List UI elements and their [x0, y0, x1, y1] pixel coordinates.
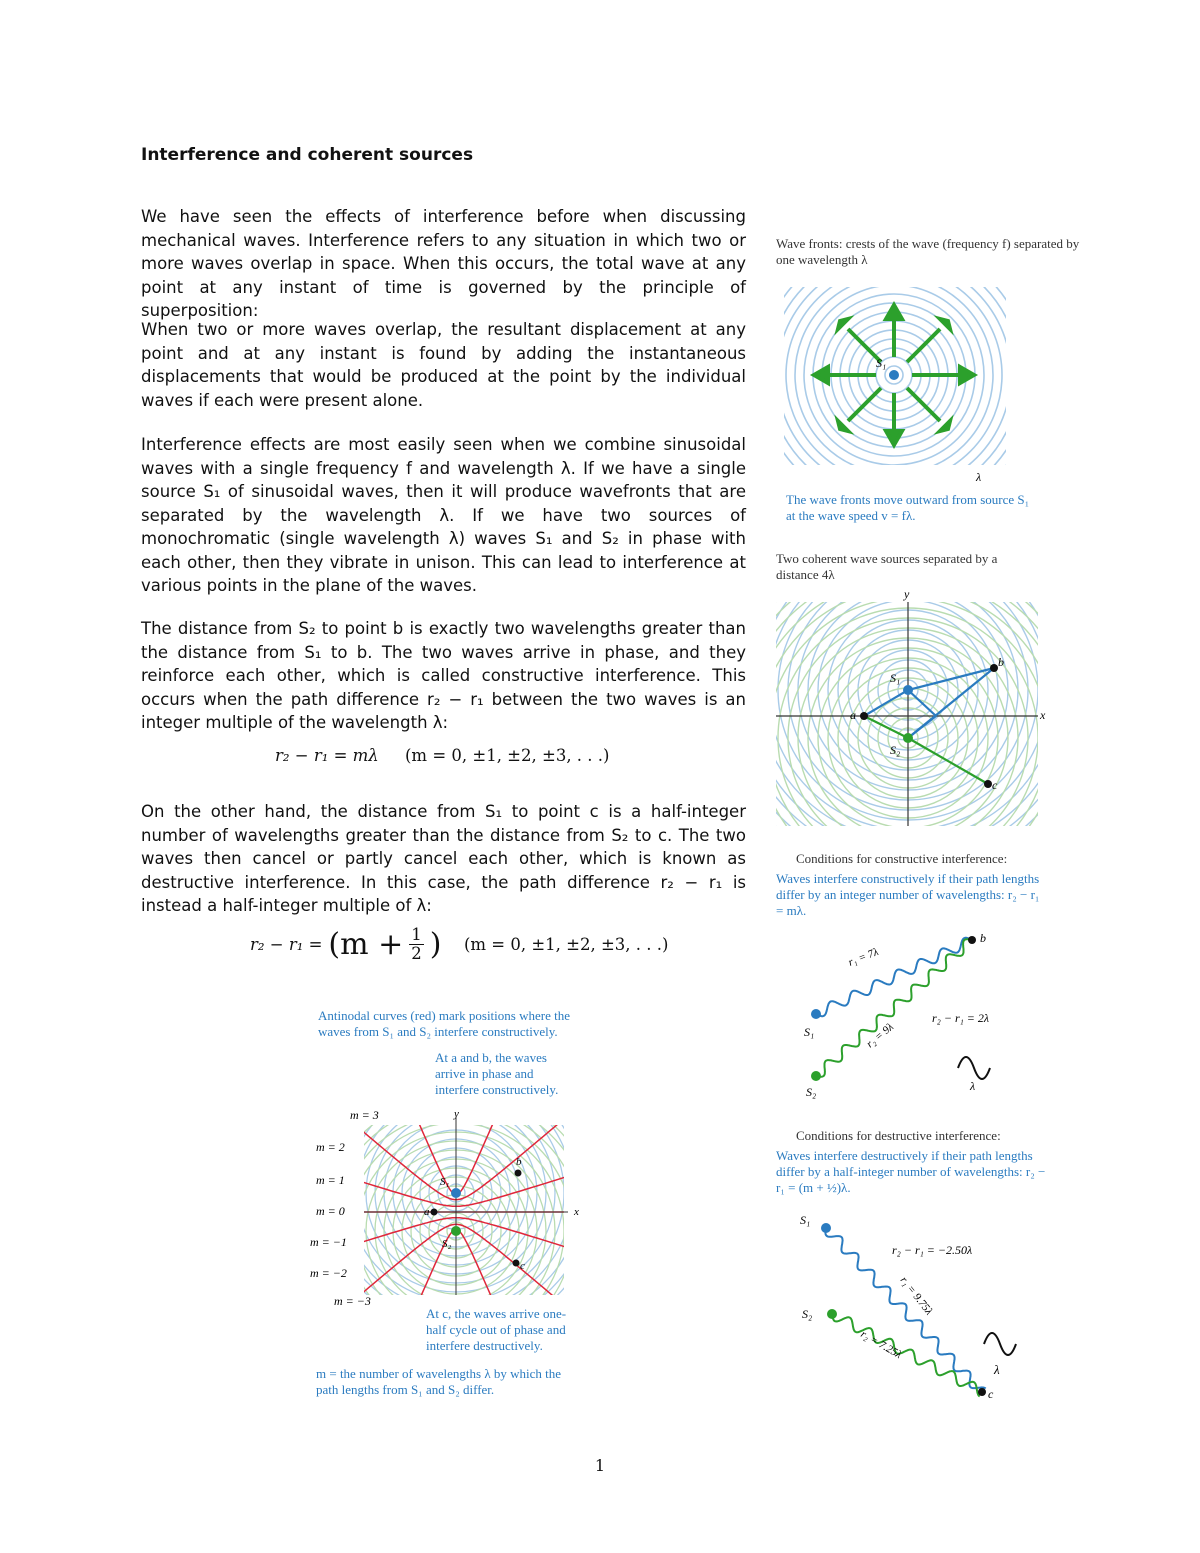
diff-label: r₂ − r₁ = −2.50λ [892, 1243, 973, 1257]
destructive-equation [250, 926, 668, 963]
s1-label: S₁ [440, 1176, 450, 1188]
point-b [990, 664, 998, 672]
s1-label: S₁ [890, 671, 901, 685]
constructive-equation [275, 746, 609, 765]
lambda-wave-icon [958, 1057, 990, 1079]
r1-label: r₁ = 9.75λ [897, 1274, 935, 1318]
point-a [431, 1209, 438, 1216]
r2-label: r₂ = 9λ [864, 1020, 896, 1051]
destructive-close: ) [429, 927, 442, 962]
s2-label: S₂ [442, 1238, 452, 1250]
c-label: c [520, 1260, 525, 1272]
antinodal-caption-c: At c, the waves arrive one-half cycle out of phase and interfere destructively. [426, 1306, 567, 1353]
s1-dot [811, 1009, 821, 1019]
wave-ring [321, 1105, 586, 1305]
s2-wave [816, 939, 972, 1077]
constructive-condition: (m = 0, ±1, ±2, ±3, . . .) [404, 746, 610, 765]
wavefront-figure [776, 285, 1006, 485]
wavefront-caption-bottom: The wave fronts move outward from source S₁ at the wave speed v = fλ. [786, 492, 1030, 523]
b-label: b [998, 655, 1004, 669]
antinodal-caption-m: m = the number of wavelengths λ by which the path lengths from S₁ and S₂ differ. [316, 1366, 562, 1397]
s2-label: S₂ [890, 743, 901, 757]
destructive-lhs: r₂ − r₁ = [250, 935, 323, 954]
a-label: a [850, 708, 856, 722]
lambda-label: λ [994, 1362, 1000, 1377]
s2-dot [827, 1309, 837, 1319]
constructive-caption-dark: Conditions for constructive interference: [796, 851, 1008, 866]
section-title: Interference and coherent sources [141, 145, 474, 165]
destructive-condition: (m = 0, ±1, ±2, ±3, . . .) [463, 935, 669, 954]
m-label: m = 3 [350, 1108, 379, 1122]
s1-label: S₁ [804, 1025, 815, 1039]
y-axis-label: y [904, 588, 910, 601]
b-label: b [980, 931, 986, 945]
s1-dot [451, 1188, 461, 1198]
r1-label: r₁ = 7λ [846, 945, 881, 969]
point-c [984, 780, 992, 788]
source-s1-label: S₁ [876, 356, 887, 370]
m-label: m = 2 [316, 1140, 345, 1154]
c-label: c [992, 778, 998, 792]
point-c [513, 1260, 520, 1267]
destructive-caption-dark: Conditions for destructive interference: [796, 1128, 1001, 1143]
two-source-rings [776, 588, 1046, 828]
m-label: m = −2 [310, 1266, 347, 1280]
lambda-label: λ [970, 1079, 976, 1093]
y-axis-label: y [454, 1108, 459, 1120]
x-axis-label: x [574, 1206, 579, 1218]
s2-label: S₂ [806, 1085, 817, 1099]
paragraph-2: When two or more waves overlap, the resultant displacement at any point and at any instant is found by adding the instantaneous displacements that would be produced at the point by the individual waves if each were present alone. [141, 320, 746, 410]
point-a [860, 712, 868, 720]
lambda-wave-icon [984, 1333, 1016, 1355]
s2-dot [451, 1226, 461, 1236]
source-s1-dot [889, 370, 899, 380]
s1-dot [821, 1223, 831, 1233]
constructive-caption-blue: Waves interfere constructively if their path lengths differ by an integer number of wavelengths: r₂ − r₁ = mλ. [776, 871, 1040, 918]
paragraph-5: On the other hand, the distance from S₁ to point c is a half-integer number of wavelengths greater than the distance from S₂ to c. The two waves then cancel or partly cancel each other, which is known as destructive interference. In this case, the path difference r₂ − r₁ is instead a half-integer multiple of λ: [141, 802, 746, 915]
frac-denominator: 2 [411, 944, 422, 963]
destructive-open: (m + [328, 927, 404, 962]
r2-label: r₂ = 7.25λ [858, 1328, 904, 1362]
two-source-figure [776, 588, 1046, 828]
s1-dot [903, 685, 913, 695]
antinodal-caption-ab: At a and b, the waves arrive in phase and interfere constructively. [435, 1050, 559, 1097]
m-label: m = 0 [316, 1204, 345, 1218]
s2-wave [832, 1314, 980, 1396]
paragraph-1: We have seen the effects of interference before when discussing mechanical waves. Interference refers to any situation in which two or more waves overlap in space. When this occurs, the total wave at any point at any instant of time is governed by the principle of superposition: [141, 207, 746, 320]
antinodal-caption-top: Antinodal curves (red) mark positions where the waves from S₁ and S₂ interfere constructively. [318, 1008, 570, 1039]
point-c [978, 1388, 986, 1396]
paragraph-3: Interference effects are most easily seen when we combine sinusoidal waves with a single frequency f and wavelength λ. If we have a single source S₁ of sinusoidal waves, then it will produce wavefronts that are separated by the wavelength λ. If we have two sources of monochromatic (single wavelength λ) waves S₁ and S₂ in phase with each other, then they vibrate in unison. This can lead to interference at various points in the plane of the waves. [141, 435, 746, 595]
destructive-caption-blue: Waves interfere destructively if their path lengths differ by a half-integer number of wavelengths: r₂ − r₁ = (m + ½)λ. [776, 1148, 1046, 1195]
diff-label: r₂ − r₁ = 2λ [932, 1011, 990, 1025]
point-b [515, 1170, 522, 1177]
constructive-figure [796, 928, 1046, 1103]
point-b [968, 936, 976, 944]
two-source-caption: Two coherent wave sources separated by a distance 4λ [776, 551, 998, 582]
b-label: b [516, 1156, 522, 1168]
lambda-label: λ [976, 470, 982, 484]
s2-dot [811, 1071, 821, 1081]
x-axis-label: x [1040, 708, 1046, 722]
destructive-figure [796, 1208, 1046, 1408]
c-label: c [988, 1387, 994, 1401]
a-label: a [424, 1206, 430, 1218]
constructive-lhs: r₂ − r₁ = mλ [275, 746, 379, 765]
page-number: 1 [594, 1456, 606, 1475]
wavefront-caption-top: Wave fronts: crests of the wave (frequency f) separated by one wavelength λ [776, 236, 1080, 267]
antinodal-figure [306, 1105, 586, 1305]
m-label: m = −1 [310, 1235, 347, 1249]
frac-numerator: 1 [411, 925, 422, 944]
paragraph-4: The distance from S₂ to point b is exactly two wavelengths greater than the distance from S₁ to b. The two waves arrive in phase, and they reinforce each other, which is called constructive interference. This occurs when the path difference r₂ − r₁ between the two waves is an integer multiple of the wavelength λ: [141, 619, 746, 732]
m-label: m = 1 [316, 1173, 345, 1187]
wave-ring [321, 1105, 586, 1305]
s2-dot [903, 733, 913, 743]
s2-label: S₂ [802, 1307, 813, 1321]
s1-label: S₁ [800, 1213, 811, 1227]
half-fraction [409, 926, 424, 963]
m-label: m = −3 [334, 1294, 371, 1305]
